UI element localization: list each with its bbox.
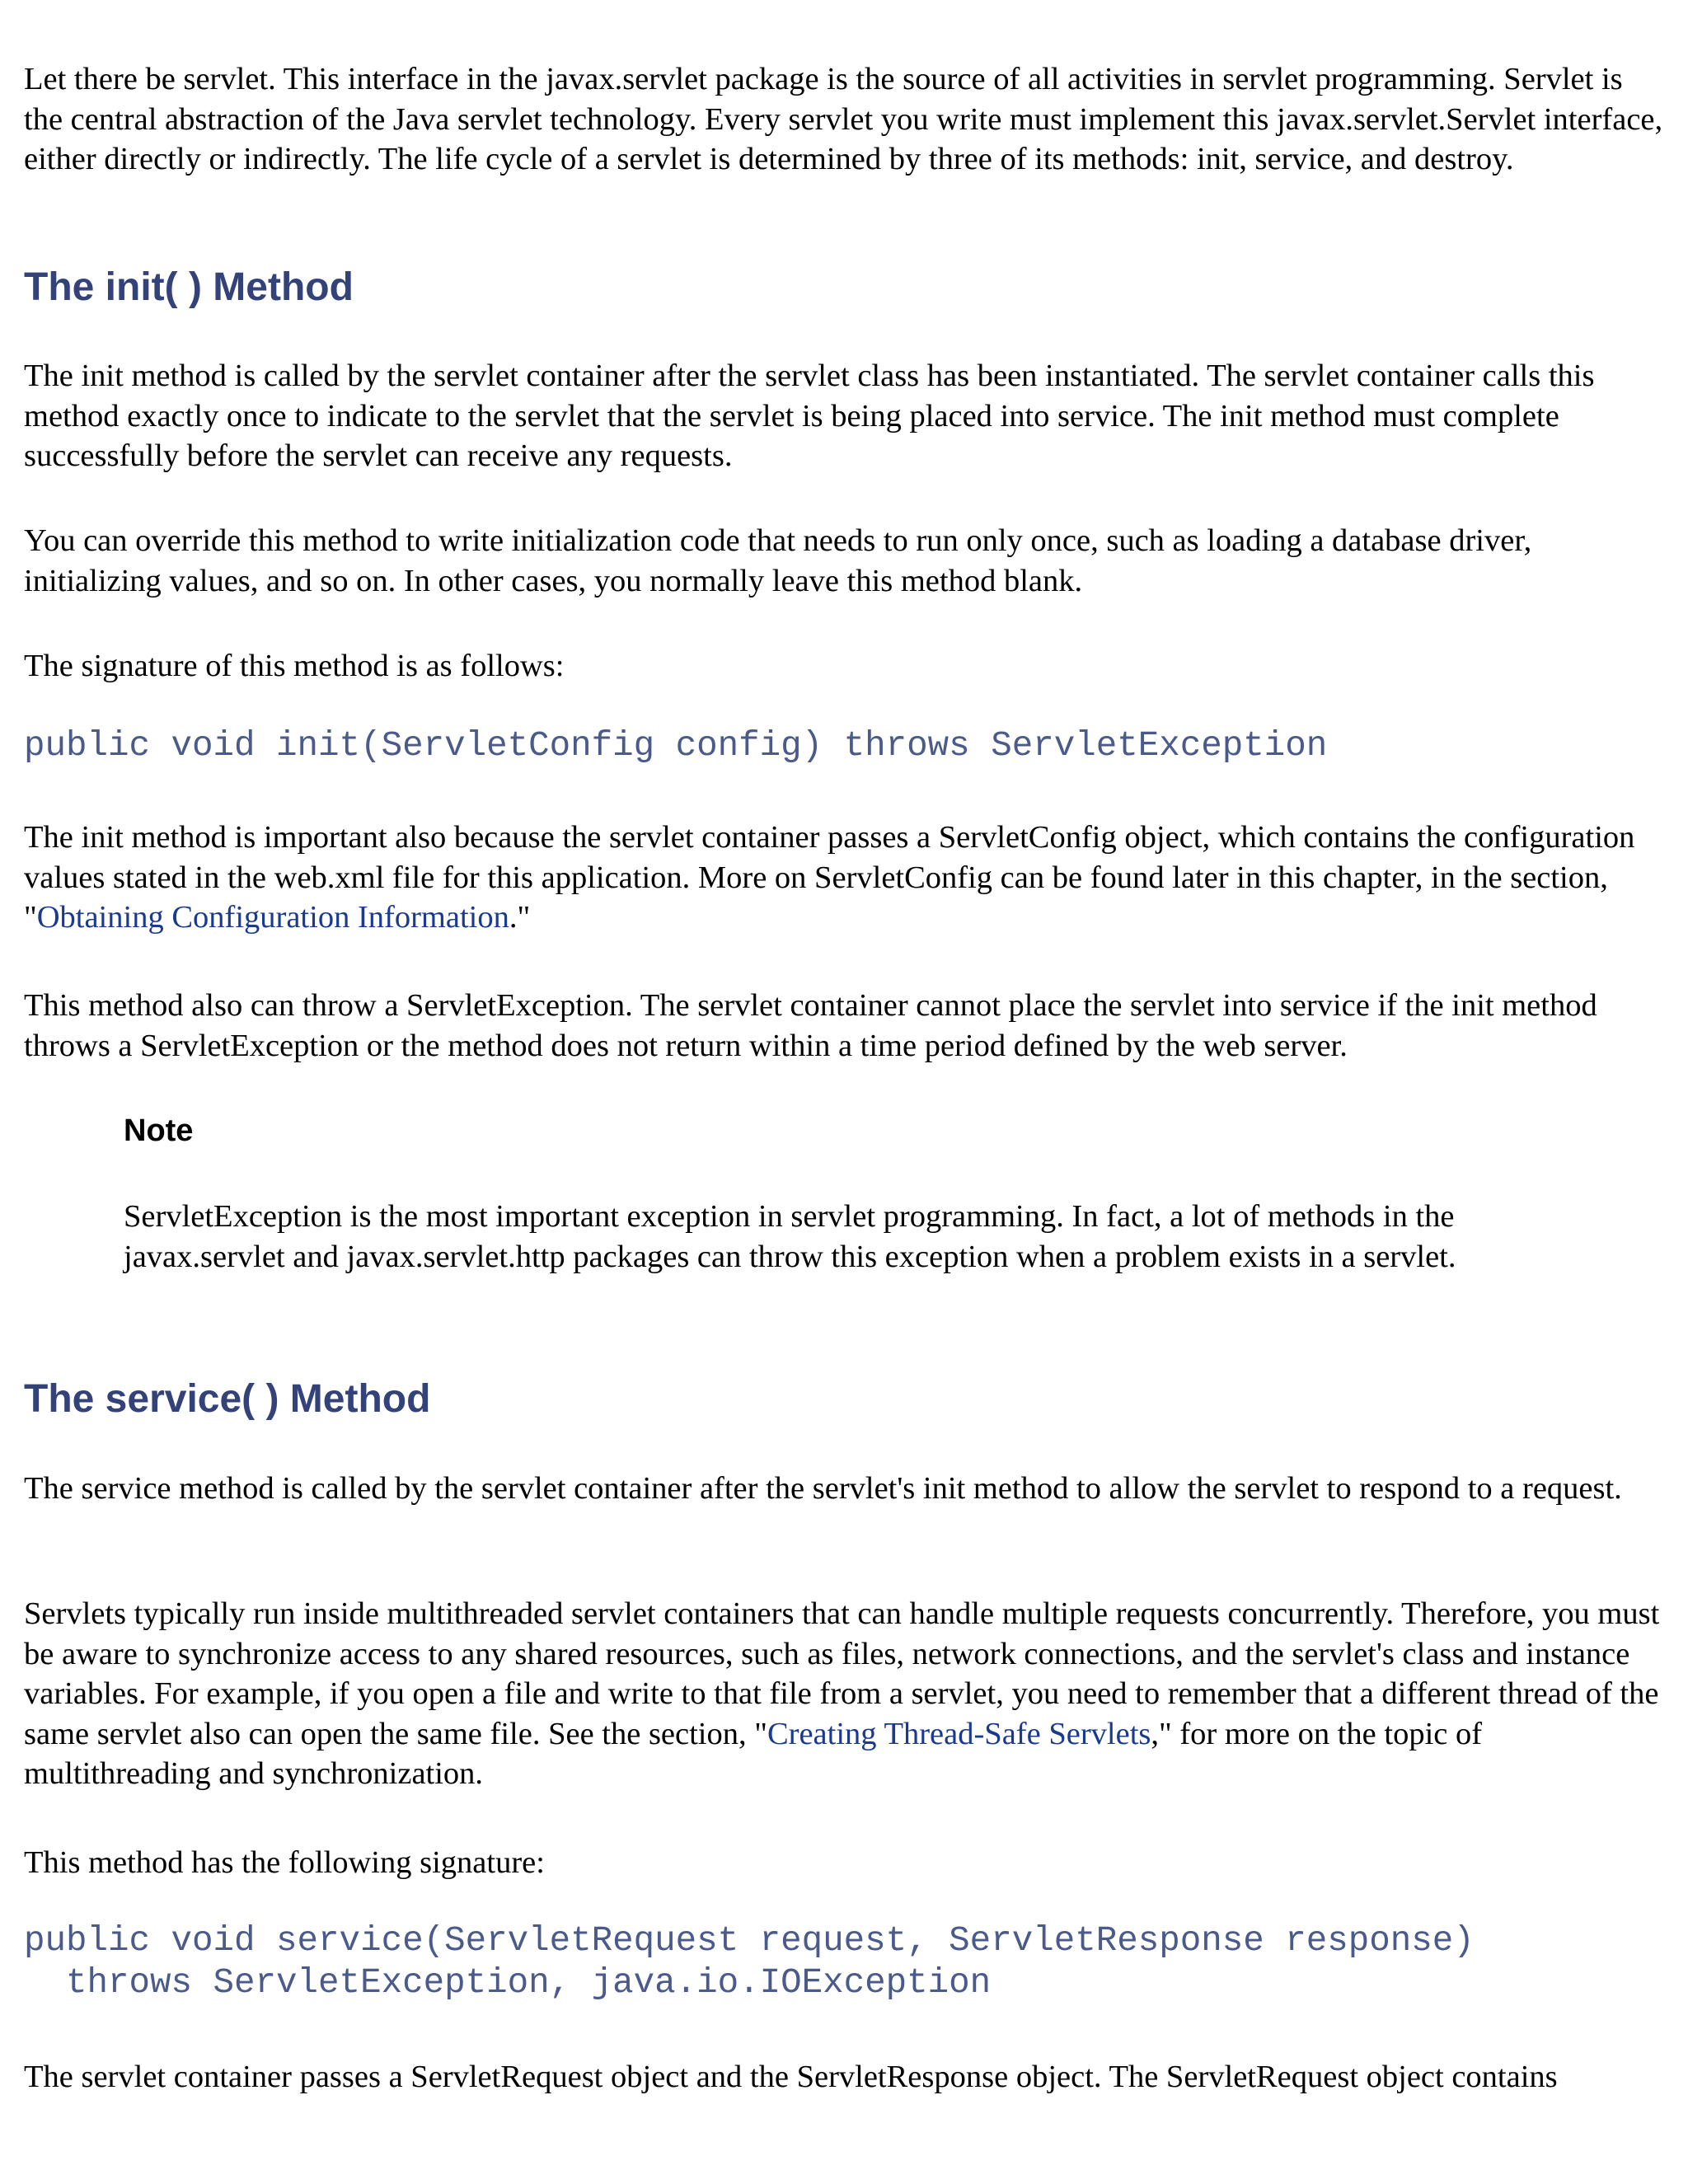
init-paragraph-5: This method also can throw a ServletException. The servlet container cannot place the servlet into service if the init method throws a ServletException or the method does not return within a time period defined by the web server. <box>24 988 1597 1063</box>
service-paragraph-2-tail: ," for more on the topic of multithreading and synchronization. <box>24 1716 1483 1791</box>
init-paragraph-4 <box>24 818 1668 938</box>
init-paragraph-4-tail: ." <box>509 900 531 935</box>
service-paragraph-3: This method has the following signature: <box>24 1845 545 1880</box>
service-paragraph-2 <box>24 1594 1668 1794</box>
service-signature-code-line-2: throws ServletException, java.io.IOException <box>24 1963 992 2003</box>
init-paragraph-3: The signature of this method is as follows: <box>24 649 565 683</box>
creating-thread-safe-servlets-link[interactable]: Creating Thread-Safe Servlets <box>767 1716 1151 1751</box>
init-signature-code: public void init(ServletConfig config) throws ServletException <box>24 726 1328 766</box>
service-signature-code-line-1: public void service(ServletRequest request, ServletResponse response) <box>24 1921 1475 1961</box>
init-method-heading: The init( ) Method <box>24 265 354 309</box>
note-body: ServletException is the most important exception in servlet programming. In fact, a lot of methods in the javax.servlet and javax.servlet.http packages can throw this exception when a problem exists in a servlet. <box>124 1199 1456 1274</box>
document-page <box>24 0 1668 2184</box>
service-method-heading: The service( ) Method <box>24 1377 431 1421</box>
init-paragraph-2: You can override this method to write initialization code that needs to run only once, such as loading a database driver, initializing values, and so on. In other cases, you normally leave this method blank. <box>24 523 1532 598</box>
service-paragraph-1: The service method is called by the servlet container after the servlet's init method to allow the servlet to respond to a request. <box>24 1471 1622 1506</box>
service-paragraph-2-text: Servlets typically run inside multithreaded servlet containers that can handle multiple requests concurrently. Therefore, you must be aware to synchronize access to any shared resources, such as files, network connections, and the servlet's class and instance variables. For example, if you open a file and write to that file from a servlet, you need to remember that a different thread of the same servlet also can open the same file. See the section, " <box>24 1596 1660 1751</box>
note-title: Note <box>124 1113 194 1148</box>
service-paragraph-4: The servlet container passes a ServletRequest object and the ServletResponse object. The ServletRequest object contains <box>24 2060 1558 2094</box>
init-paragraph-4-text: The init method is important also because the servlet container passes a ServletConfig object, which contains the configuration values stated in the web.xml file for this application. More on ServletConfig can be found later in this chapter, in the section, " <box>24 820 1635 935</box>
intro-paragraph: Let there be servlet. This interface in the javax.servlet package is the source of all activities in servlet programming. Servlet is the central abstraction of the Java servlet technology. Every servlet you write must implement this javax.servlet.Servlet interface, either directly or indirectly. The life cycle of a servlet is determined by three of its methods: init, service, and destroy. <box>24 62 1663 176</box>
obtaining-configuration-information-link[interactable]: Obtaining Configuration Information <box>36 900 509 935</box>
init-paragraph-1: The init method is called by the servlet container after the servlet class has been instantiated. The servlet container calls this method exactly once to indicate to the servlet that the servlet is being placed into service. The init method must complete successfully before the servlet can receive any requests. <box>24 359 1595 473</box>
